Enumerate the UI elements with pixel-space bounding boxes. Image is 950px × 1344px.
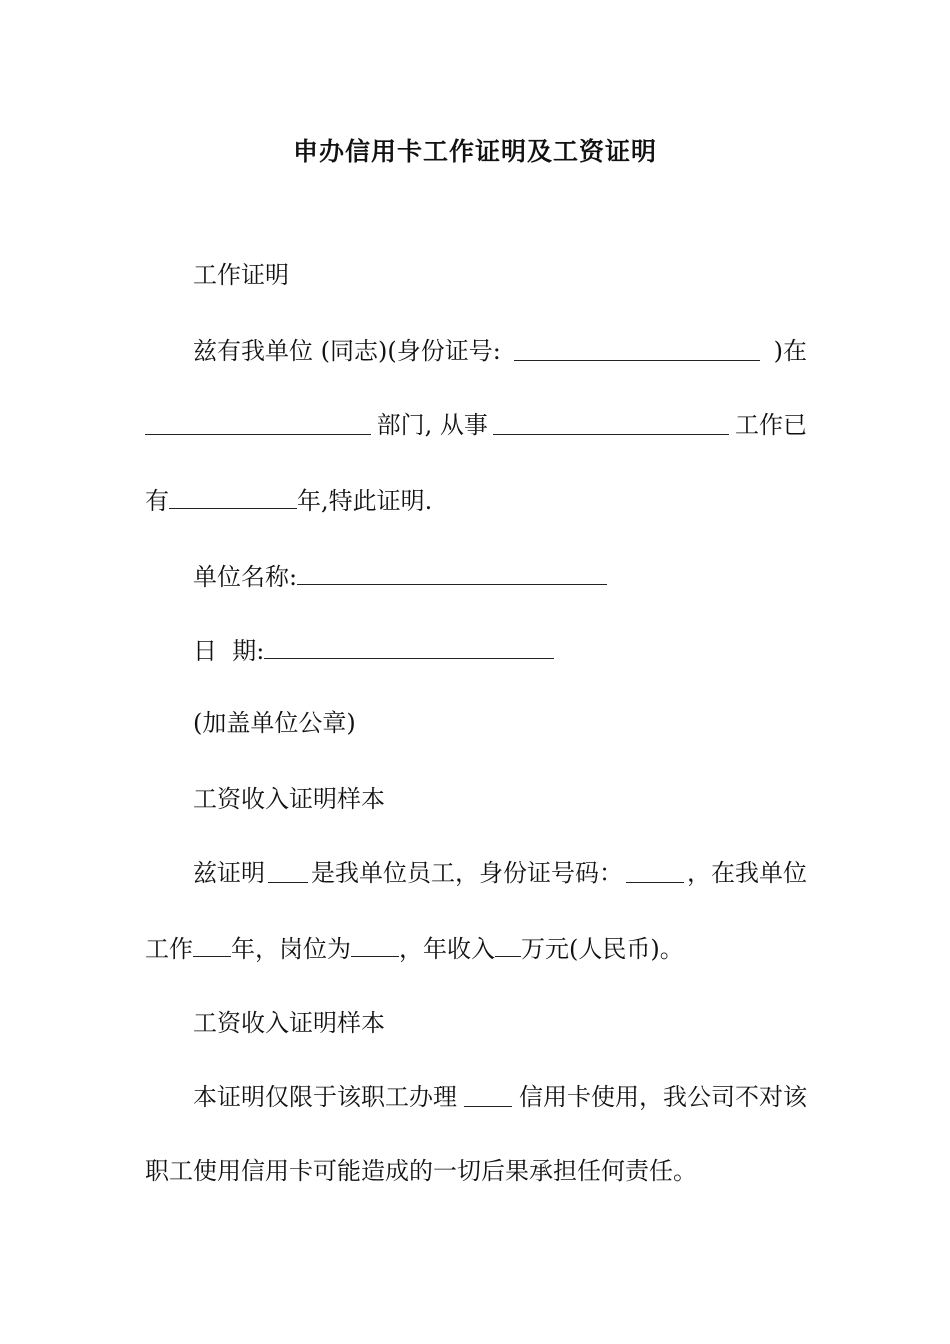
paragraph-line: [193, 334, 807, 368]
work-certificate-heading: 工作证明: [193, 261, 289, 289]
department-blank[interactable]: [145, 408, 371, 435]
years-blank[interactable]: [193, 930, 231, 957]
date-label: 日 期:: [193, 637, 265, 665]
years-blank[interactable]: [169, 482, 297, 509]
paragraph-text: 兹有我单位 (同志)(身份证号:: [193, 337, 501, 365]
paragraph-line: [145, 408, 807, 442]
date-blank[interactable]: [264, 632, 554, 659]
paragraph-text: 年,特此证明.: [297, 487, 433, 515]
paragraph-text: )在: [773, 337, 807, 365]
paragraph-line: [193, 1080, 807, 1114]
job-blank[interactable]: [493, 408, 729, 435]
unit-name-line: [193, 558, 607, 594]
paragraph-text: 有: [145, 487, 169, 515]
seal-note: (加盖单位公章): [193, 709, 356, 737]
paragraph-line: [145, 930, 684, 966]
paragraph-line: [193, 856, 807, 890]
paragraph-text: ，在我单位: [687, 859, 807, 887]
paragraph-text: 兹证明: [193, 859, 265, 887]
unit-name-blank[interactable]: [297, 558, 607, 585]
paragraph-line: 职工使用信用卡可能造成的一切后果承担任何责任。: [145, 1157, 697, 1185]
position-blank[interactable]: [351, 930, 399, 957]
employee-name-blank[interactable]: [268, 856, 308, 883]
paragraph-text: 年，岗位为: [231, 935, 351, 963]
paragraph-line: [145, 482, 432, 518]
bank-name-blank[interactable]: [464, 1080, 512, 1107]
income-blank[interactable]: [495, 930, 521, 957]
paragraph-text: 工作已: [735, 411, 807, 439]
unit-name-label: 单位名称:: [193, 563, 298, 591]
id-number-blank[interactable]: [626, 856, 684, 883]
salary-certificate-heading: 工资收入证明样本: [193, 1009, 385, 1037]
paragraph-text: 工作: [145, 935, 193, 963]
salary-certificate-heading: 工资收入证明样本: [193, 785, 385, 813]
id-number-blank[interactable]: [514, 334, 760, 361]
paragraph-text: 是我单位员工，身份证号码：: [311, 859, 623, 887]
paragraph-text: 信用卡使用，我公司不对该: [519, 1083, 807, 1111]
paragraph-text: ，年收入: [399, 935, 495, 963]
paragraph-text: 万元(人民币)。: [521, 935, 684, 963]
paragraph-text: 本证明仅限于该职工办理: [193, 1083, 457, 1111]
document-title: 申办信用卡工作证明及工资证明: [292, 137, 657, 166]
paragraph-text: 部门, 从事: [376, 411, 488, 439]
date-line: [193, 632, 554, 668]
